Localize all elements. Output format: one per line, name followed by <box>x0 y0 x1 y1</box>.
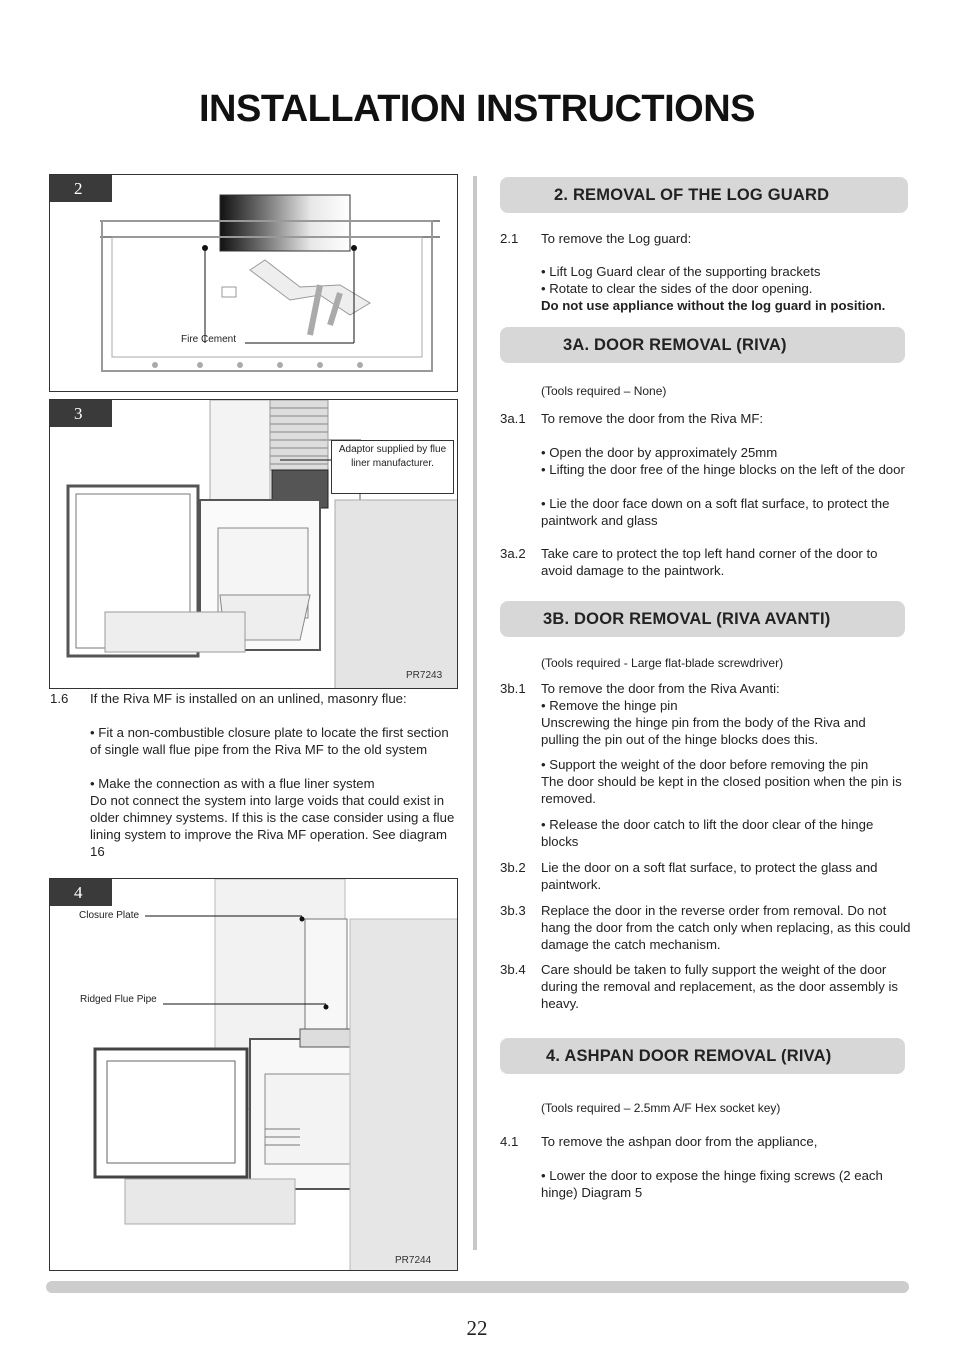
figure-4-reference: PR7244 <box>395 1255 432 1266</box>
section-heading-door-avanti <box>500 601 905 637</box>
log-guard-bullet-2: • Rotate to clear the sides of the door opening. <box>541 281 813 296</box>
para-2-1-text: To remove the Log guard: <box>541 231 692 246</box>
section-heading-door-riva <box>500 327 905 363</box>
figure-3-reference: PR7243 <box>406 670 443 681</box>
fire-cement-label: Fire Cement <box>181 334 237 345</box>
door-riva-bullet-3: • Lie the door face down on a soft flat surface, to protect the paintwork and glass <box>541 496 890 528</box>
para-4-1-number: 4.1 <box>500 1134 519 1149</box>
figure-2-number: 2 <box>50 175 112 202</box>
door-avanti-bullet-1: • Remove the hinge pin <box>541 698 678 713</box>
para-1-6-intro: If the Riva MF is installed on an unlined, masonry flue: <box>90 691 407 706</box>
para-3b2-text: Lie the door on a soft flat surface, to protect the glass and paintwork. <box>541 860 878 892</box>
footer-bar <box>46 1281 909 1293</box>
para-3b3-number: 3b.3 <box>500 903 526 918</box>
figure-3-number: 3 <box>50 400 112 427</box>
para-1-6-number: 1.6 <box>50 691 69 706</box>
figure-4-number: 4 <box>50 879 112 906</box>
para-1-6-note: Do not connect the system into large voids that could exist in older chimney systems. If this is the case consider using a flue lining system to improve the Riva MF operation. See diagram 16 <box>90 793 455 859</box>
para-3b4-number: 3b.4 <box>500 962 526 977</box>
door-avanti-bullet-3: • Release the door catch to lift the door clear of the hinge blocks <box>541 817 874 849</box>
para-1-6-bullet-2: • Make the connection as with a flue liner system <box>90 776 375 791</box>
section-heading-door-riva-text: 3A. DOOR REMOVAL (RIVA) <box>563 336 787 354</box>
door-avanti-bullet-1-detail: Unscrewing the hinge pin from the body of the Riva and pulling the pin out of the hinge blocks does this. <box>541 715 866 747</box>
section-heading-door-avanti-text: 3B. DOOR REMOVAL (RIVA AVANTI) <box>543 610 831 628</box>
door-avanti-tools: (Tools required - Large flat-blade screwdriver) <box>541 656 784 670</box>
column-divider <box>473 176 477 1250</box>
section-heading-ashpan-text: 4. ASHPAN DOOR REMOVAL (RIVA) <box>546 1047 832 1065</box>
door-avanti-bullet-2-detail: The door should be kept in the closed position when the pin is removed. <box>541 774 902 806</box>
para-2-1-number: 2.1 <box>500 231 519 246</box>
ashpan-tools: (Tools required – 2.5mm A/F Hex socket key) <box>541 1101 781 1115</box>
door-riva-bullet-1: • Open the door by approximately 25mm <box>541 445 778 460</box>
adaptor-callout: Adaptor supplied by flue liner manufacturer. <box>331 440 454 494</box>
ashpan-bullet-1: • Lower the door to expose the hinge fixing screws (2 each hinge) Diagram 5 <box>541 1168 883 1200</box>
para-3a2-text: Take care to protect the top left hand corner of the door to avoid damage to the paintwork. <box>541 546 878 578</box>
door-riva-tools: (Tools required – None) <box>541 384 667 398</box>
log-guard-warning: Do not use appliance without the log guard in position. <box>541 298 886 313</box>
section-heading-log-guard-text: 2. REMOVAL OF THE LOG GUARD <box>554 186 830 204</box>
para-3b2-number: 3b.2 <box>500 860 526 875</box>
para-3a2-number: 3a.2 <box>500 546 526 561</box>
para-3a1-number: 3a.1 <box>500 411 526 426</box>
para-1-6-bullet-1: • Fit a non-combustible closure plate to locate the first section of single wall flue pipe from the Riva MF to the old system <box>90 725 449 757</box>
para-3a1-text: To remove the door from the Riva MF: <box>541 411 764 426</box>
section-heading-ashpan <box>500 1038 905 1074</box>
para-3b4-text: Care should be taken to fully support the weight of the door during the removal and replacement, as the door assembly is heavy. <box>541 962 898 1011</box>
door-avanti-bullet-2: • Support the weight of the door before removing the pin <box>541 757 869 772</box>
ridged-flue-pipe-label: Ridged Flue Pipe <box>80 994 157 1005</box>
figure-4 <box>49 878 458 1271</box>
para-3b1-number: 3b.1 <box>500 681 526 696</box>
closure-plate-label: Closure Plate <box>79 910 140 921</box>
section-heading-log-guard <box>500 177 908 213</box>
figure-4-drawing <box>50 879 458 1271</box>
figure-2-drawing <box>50 175 458 392</box>
figure-3 <box>49 399 458 689</box>
para-3b1-text: To remove the door from the Riva Avanti: <box>541 681 780 696</box>
page-title: INSTALLATION INSTRUCTIONS <box>198 88 756 130</box>
figure-2 <box>49 174 458 392</box>
para-4-1-text: To remove the ashpan door from the appliance, <box>541 1134 818 1149</box>
log-guard-bullet-1: • Lift Log Guard clear of the supporting brackets <box>541 264 821 279</box>
door-riva-bullet-2: • Lifting the door free of the hinge blocks on the left of the door <box>541 462 905 477</box>
para-3b3-text: Replace the door in the reverse order from removal. Do not hang the door from the catch only when replacing, as this could damage the catch mechanism. <box>541 903 911 952</box>
page-number: 22 <box>466 1316 488 1340</box>
